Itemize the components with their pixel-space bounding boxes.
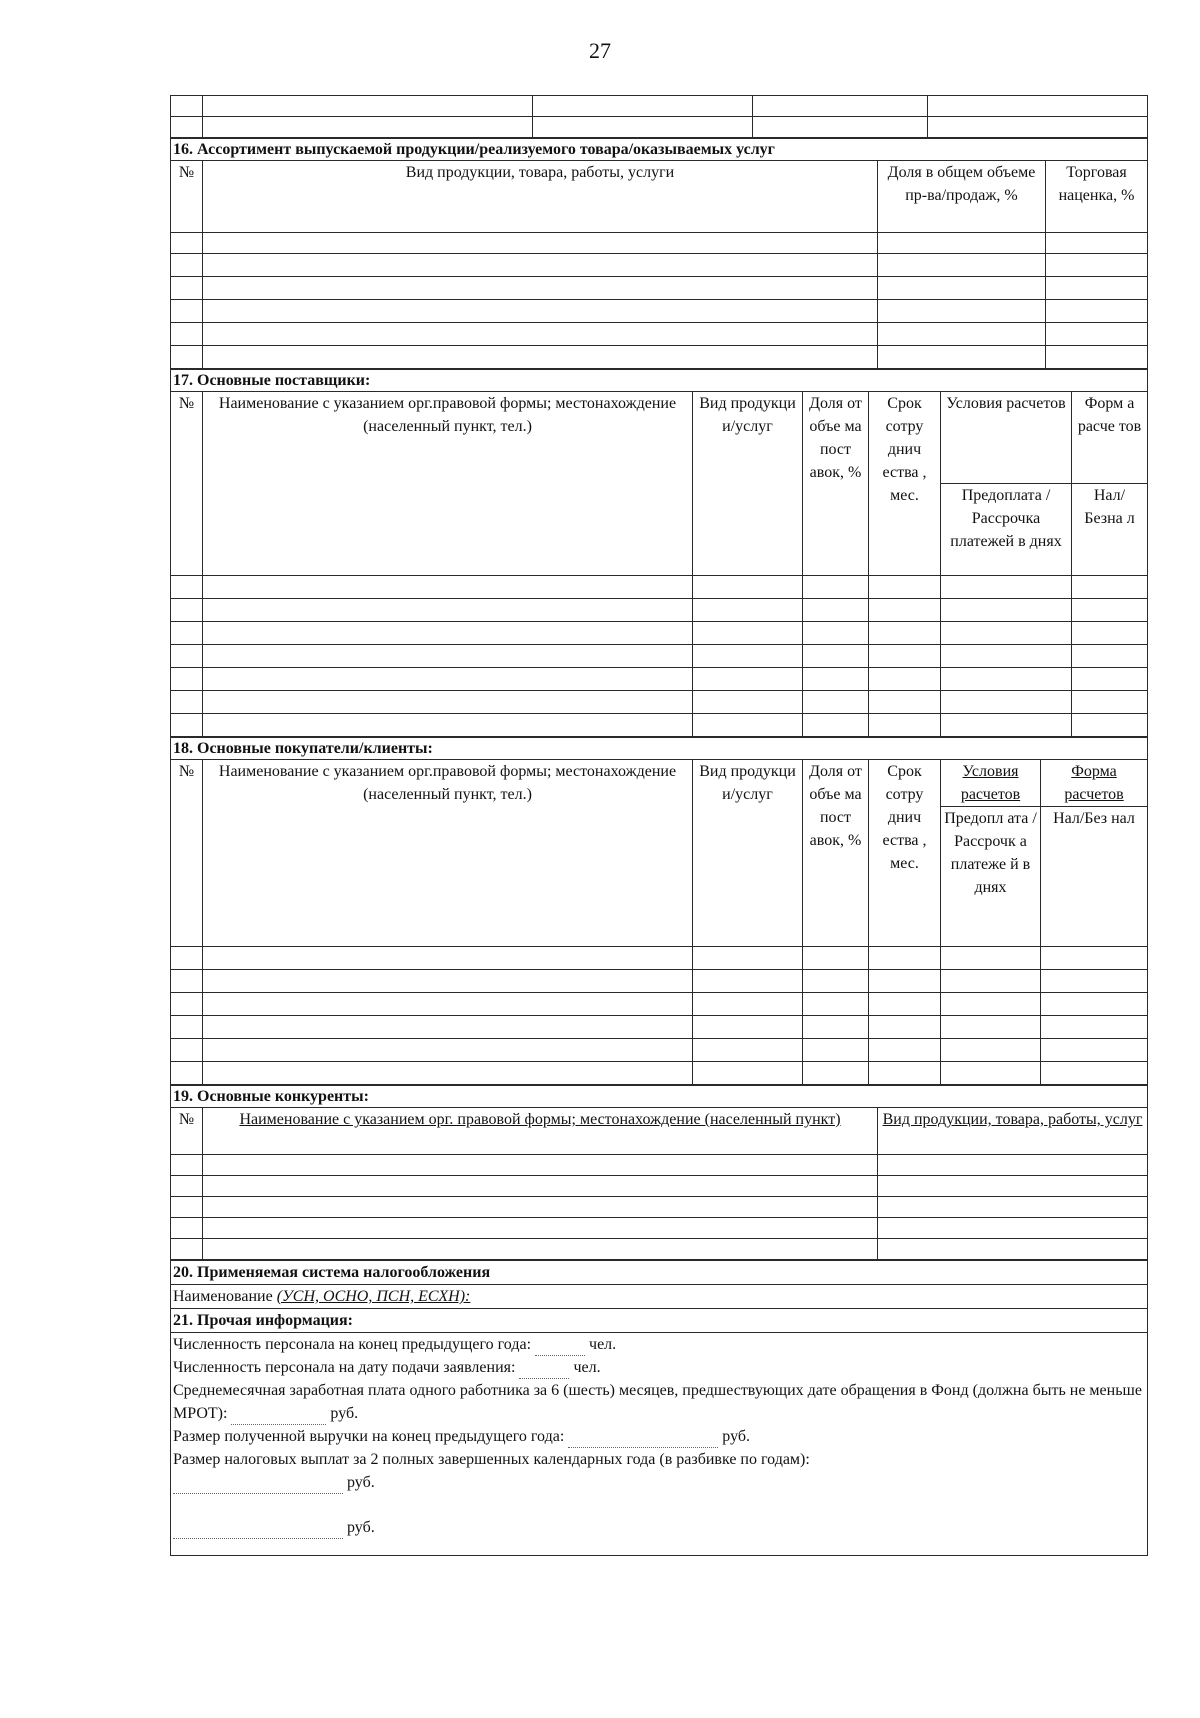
cell[interactable] [1072, 645, 1148, 668]
cell[interactable] [869, 599, 941, 622]
tax-system-options: (УСН, ОСНО, ПСН, ЕСХН): [276, 1288, 471, 1305]
cell[interactable] [941, 622, 1072, 645]
cell[interactable] [533, 117, 753, 138]
cell[interactable] [878, 277, 1046, 300]
cell[interactable] [941, 1062, 1041, 1085]
staff-end-of-year-label: Численность персонала на конец предыдущего года: [173, 1336, 532, 1353]
cell[interactable] [693, 993, 803, 1016]
tax-payments-line [173, 1448, 1145, 1471]
cell[interactable] [941, 645, 1072, 668]
cell[interactable] [803, 645, 869, 668]
col-header-number: № [171, 1108, 203, 1155]
cell[interactable] [171, 233, 203, 254]
tax-payments-year1-unit: руб. [347, 1474, 375, 1491]
cell[interactable] [878, 1239, 1148, 1260]
cell[interactable] [171, 622, 203, 645]
cell[interactable] [171, 1062, 203, 1085]
cell[interactable] [171, 300, 203, 323]
staff-application-date-label: Численность персонала на дату подачи заявления: [173, 1359, 516, 1376]
staff-application-date-unit: чел. [573, 1359, 601, 1376]
col-header-customer-name: Наименование с указанием орг.правовой формы; местонахождение (населенный пункт, тел.) [203, 760, 693, 947]
subheader-cash-cashless: Нал/ Безна л [1072, 484, 1148, 576]
cell[interactable] [203, 96, 533, 117]
cell[interactable] [941, 576, 1072, 599]
col-header-markup: Торговая наценка, % [1046, 161, 1148, 233]
cell[interactable] [203, 691, 693, 714]
cell[interactable] [869, 622, 941, 645]
col-header-competitor-name: Наименование с указанием орг. правовой формы; местонахождение (населенный пункт) [203, 1108, 878, 1155]
subheader-cash-cashless: Нал/Без нал [1041, 807, 1148, 947]
cell[interactable] [203, 1176, 878, 1197]
col-header-product-kind: Вид продукци и/услуг [693, 392, 803, 576]
customers-table [170, 737, 1148, 1085]
cell[interactable] [803, 947, 869, 970]
cell[interactable] [1072, 668, 1148, 691]
cell[interactable] [203, 346, 878, 369]
cell[interactable] [869, 668, 941, 691]
cell[interactable] [753, 117, 928, 138]
col-header-cooperation-term: Срок сотру днич ества , мес. [869, 760, 941, 947]
cell[interactable] [203, 599, 693, 622]
average-salary-label: Среднемесячная заработная плата одного работника за 6 (шесть) месяцев, предшествующих дате обращения в Фонд (должна быть не меньше МРОТ): [173, 1382, 1142, 1422]
cell[interactable] [203, 1016, 693, 1039]
section-19-title: 19. Основные конкуренты: [171, 1086, 1148, 1108]
cell[interactable] [203, 277, 878, 300]
cell[interactable] [869, 691, 941, 714]
col-header-product-kind: Вид продукции, товара, работы, услуги [203, 161, 878, 233]
cell[interactable] [693, 714, 803, 737]
cell[interactable] [203, 1239, 878, 1260]
staff-end-of-year-field[interactable] [535, 1341, 585, 1356]
tax-payments-year2-line [173, 1516, 1145, 1539]
cell[interactable] [941, 668, 1072, 691]
cell[interactable] [693, 576, 803, 599]
cell[interactable] [203, 323, 878, 346]
section-16-title: 16. Ассортимент выпускаемой продукции/реализуемого товара/оказываемых услуг [171, 139, 1148, 161]
col-header-payment-form: Форм а расче тов [1072, 392, 1148, 484]
cell[interactable] [171, 993, 203, 1016]
revenue-field[interactable] [568, 1433, 718, 1448]
revenue-label: Размер полученной выручки на конец предыдущего года: [173, 1428, 565, 1445]
section-21-title: 21. Прочая информация: [171, 1309, 1148, 1333]
cell[interactable] [869, 1016, 941, 1039]
cell[interactable] [171, 1218, 203, 1239]
tax-payments-year1-line [173, 1471, 1145, 1494]
cell[interactable] [693, 691, 803, 714]
cell[interactable] [941, 599, 1072, 622]
cell[interactable] [753, 96, 928, 117]
cell[interactable] [171, 1039, 203, 1062]
cell[interactable] [693, 1039, 803, 1062]
staff-application-date-line [173, 1356, 1145, 1379]
cell[interactable] [1041, 947, 1148, 970]
cell[interactable] [203, 254, 878, 277]
cell[interactable] [878, 1197, 1148, 1218]
cell[interactable] [203, 1039, 693, 1062]
cell[interactable] [171, 691, 203, 714]
cell[interactable] [171, 117, 203, 138]
cell[interactable] [171, 576, 203, 599]
cell[interactable] [1072, 576, 1148, 599]
col-header-payment-terms: Условия расчетов [941, 760, 1041, 807]
page-number: 27 [589, 38, 611, 63]
tax-payments-year1-field[interactable] [173, 1479, 343, 1494]
cell[interactable] [171, 254, 203, 277]
cell[interactable] [1041, 993, 1148, 1016]
tax-system-label: Наименование [173, 1288, 277, 1305]
cell[interactable] [693, 668, 803, 691]
cell[interactable] [803, 993, 869, 1016]
cell[interactable] [1046, 277, 1148, 300]
cell[interactable] [203, 233, 878, 254]
cell[interactable] [1041, 1039, 1148, 1062]
cell[interactable] [171, 645, 203, 668]
average-salary-unit: руб. [330, 1405, 359, 1422]
cell[interactable] [878, 300, 1046, 323]
col-header-cooperation-term: Срок сотру днич ества , мес. [869, 392, 941, 576]
cell[interactable] [203, 300, 878, 323]
cell[interactable] [803, 970, 869, 993]
cell[interactable] [878, 1218, 1148, 1239]
cell[interactable] [869, 947, 941, 970]
cell[interactable] [171, 1197, 203, 1218]
cell[interactable] [1046, 233, 1148, 254]
cell[interactable] [869, 970, 941, 993]
cell[interactable] [693, 622, 803, 645]
cell[interactable] [878, 233, 1046, 254]
cell[interactable] [1072, 599, 1148, 622]
cell[interactable] [171, 1239, 203, 1260]
col-header-share: Доля в общем объеме пр-ва/продаж, % [878, 161, 1046, 233]
cell[interactable] [1046, 254, 1148, 277]
average-salary-field[interactable] [231, 1410, 326, 1425]
cell[interactable] [171, 1016, 203, 1039]
col-header-payment-terms: Условия расчетов [941, 392, 1072, 484]
cell[interactable] [171, 1176, 203, 1197]
cell[interactable] [803, 622, 869, 645]
revenue-line [173, 1425, 1145, 1448]
col-header-payment-form: Форма расчетов [1041, 760, 1148, 807]
cell[interactable] [533, 96, 753, 117]
cell[interactable] [171, 714, 203, 737]
cell[interactable] [869, 1062, 941, 1085]
cell[interactable] [1041, 1062, 1148, 1085]
cell[interactable] [878, 1155, 1148, 1176]
tax-payments-year2-unit: руб. [347, 1519, 375, 1536]
cell[interactable] [203, 668, 693, 691]
col-header-product-kind: Вид продукции, товара, работы, услуг [878, 1108, 1148, 1155]
cell[interactable] [803, 1016, 869, 1039]
cell[interactable] [941, 1016, 1041, 1039]
cell[interactable] [1072, 691, 1148, 714]
cell[interactable] [171, 668, 203, 691]
revenue-unit: руб. [722, 1428, 750, 1445]
assortment-table [170, 138, 1148, 369]
cell[interactable] [171, 346, 203, 369]
cell[interactable] [803, 599, 869, 622]
cell[interactable] [203, 970, 693, 993]
cell[interactable] [1072, 714, 1148, 737]
staff-application-date-field[interactable] [519, 1364, 569, 1379]
suppliers-table [170, 369, 1148, 737]
subheader-prepayment: Предопл ата / Рассрочк а платеже й в днях [941, 807, 1041, 947]
cell[interactable] [869, 576, 941, 599]
cell[interactable] [941, 947, 1041, 970]
section-18-title: 18. Основные покупатели/клиенты: [171, 738, 1148, 760]
prev-table-tail [170, 95, 1148, 138]
col-header-number: № [171, 392, 203, 576]
col-header-number: № [171, 760, 203, 947]
competitors-table [170, 1085, 1148, 1260]
col-header-supply-share: Доля от объе ма пост авок, % [803, 392, 869, 576]
other-info-block [171, 1333, 1148, 1556]
cell[interactable] [203, 993, 693, 1016]
tax-payments-year2-field[interactable] [173, 1524, 343, 1539]
cell[interactable] [803, 691, 869, 714]
cell[interactable] [1072, 622, 1148, 645]
cell[interactable] [1046, 346, 1148, 369]
cell[interactable] [803, 668, 869, 691]
cell[interactable] [693, 599, 803, 622]
cell[interactable] [928, 117, 1148, 138]
cell[interactable] [693, 1062, 803, 1085]
section-20-title: 20. Применяемая система налогообложения [171, 1261, 1148, 1285]
cell[interactable] [171, 1155, 203, 1176]
cell[interactable] [878, 254, 1046, 277]
application-form [170, 95, 1148, 1556]
cell[interactable] [1041, 970, 1148, 993]
cell[interactable] [878, 1176, 1148, 1197]
tax-and-other-info [170, 1260, 1148, 1556]
cell[interactable] [941, 691, 1072, 714]
cell[interactable] [203, 947, 693, 970]
cell[interactable] [693, 1016, 803, 1039]
cell[interactable] [1041, 1016, 1148, 1039]
cell[interactable] [171, 277, 203, 300]
cell[interactable] [803, 714, 869, 737]
col-header-supplier-name: Наименование с указанием орг.правовой формы; местонахождение (населенный пункт, тел.) [203, 392, 693, 576]
cell[interactable] [1046, 323, 1148, 346]
cell[interactable] [171, 96, 203, 117]
cell[interactable] [869, 993, 941, 1016]
tax-payments-label: Размер налоговых выплат за 2 полных завершенных календарных года (в разбивке по годам): [173, 1451, 810, 1468]
cell[interactable] [869, 1039, 941, 1062]
tax-system-row[interactable] [171, 1285, 1148, 1309]
staff-end-of-year-unit: чел. [589, 1336, 617, 1353]
col-header-supply-share: Доля от объе ма пост авок, % [803, 760, 869, 947]
col-header-number: № [171, 161, 203, 233]
cell[interactable] [203, 1218, 878, 1239]
cell[interactable] [803, 1039, 869, 1062]
cell[interactable] [941, 1039, 1041, 1062]
cell[interactable] [1046, 300, 1148, 323]
cell[interactable] [171, 323, 203, 346]
cell[interactable] [878, 323, 1046, 346]
cell[interactable] [203, 576, 693, 599]
cell[interactable] [171, 599, 203, 622]
cell[interactable] [869, 714, 941, 737]
cell[interactable] [693, 645, 803, 668]
cell[interactable] [928, 96, 1148, 117]
cell[interactable] [693, 947, 803, 970]
cell[interactable] [203, 1062, 693, 1085]
cell[interactable] [869, 645, 941, 668]
cell[interactable] [693, 970, 803, 993]
cell[interactable] [941, 993, 1041, 1016]
subheader-prepayment: Предоплата / Рассрочка платежей в днях [941, 484, 1072, 576]
section-17-title: 17. Основные поставщики: [171, 370, 1148, 392]
cell[interactable] [171, 947, 203, 970]
cell[interactable] [941, 970, 1041, 993]
cell[interactable] [203, 714, 693, 737]
cell[interactable] [803, 576, 869, 599]
cell[interactable] [203, 1155, 878, 1176]
staff-end-of-year-line [173, 1333, 1145, 1356]
cell[interactable] [203, 117, 533, 138]
cell[interactable] [203, 622, 693, 645]
col-header-product-kind: Вид продукци и/услуг [693, 760, 803, 947]
cell[interactable] [941, 714, 1072, 737]
cell[interactable] [171, 970, 203, 993]
cell[interactable] [203, 1197, 878, 1218]
cell[interactable] [203, 645, 693, 668]
cell[interactable] [878, 346, 1046, 369]
average-salary-line [173, 1379, 1145, 1425]
cell[interactable] [803, 1062, 869, 1085]
